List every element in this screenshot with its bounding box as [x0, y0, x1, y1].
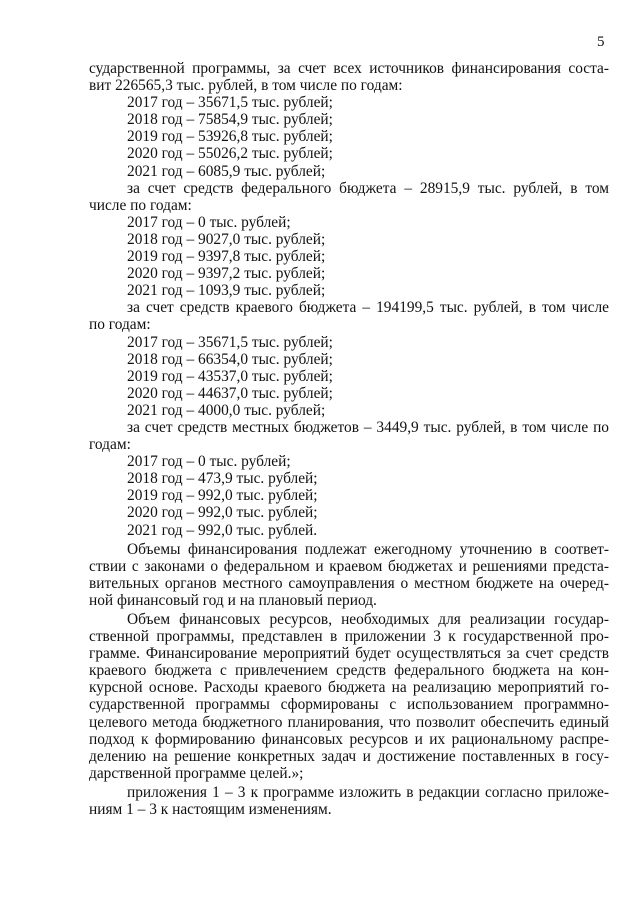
text-line: 2018 год – 9027,0 тыс. рублей; [127, 230, 326, 248]
text-line: вит 226565,3 тыс. рублей, в том числе по годам: [89, 77, 403, 95]
text-line: 2021 год – 1093,9 тыс. рублей; [127, 282, 326, 300]
text-line: 2021 год – 6085,9 тыс. рублей; [127, 162, 326, 180]
text-line: 2020 год – 9397,2 тыс. рублей; [127, 265, 326, 283]
text-line: 2018 год – 75854,9 тыс. рублей; [127, 111, 333, 129]
text-line: по годам: [89, 316, 151, 334]
text-line: целевого метода бюджетного планирования, что позволит обеспечить единый [89, 713, 609, 731]
text-line: ствии с законами о федеральном и краевом бюджетах и решениями предста- [89, 557, 609, 575]
text-line: 2017 год – 0 тыс. рублей; [127, 213, 291, 231]
text-line: Объемы финансирования подлежат ежегодному уточнению в соответ- [127, 540, 609, 558]
text-line: за счет средств местных бюджетов – 3449,9 тыс. рублей, в том числе по [127, 418, 609, 436]
text-line: за счет средств федерального бюджета – 28915,9 тыс. рублей, в том [127, 179, 609, 197]
text-line: подход к формированию финансовых ресурсов и их рациональному распре- [89, 730, 609, 748]
page-number: 5 [597, 34, 605, 50]
text-line: 2017 год – 35671,5 тыс. рублей; [127, 333, 333, 351]
text-line: ниям 1 – 3 к настоящим изменениям. [89, 801, 332, 819]
text-line: 2017 год – 0 тыс. рублей; [127, 453, 291, 471]
text-line: 2021 год – 4000,0 тыс. рублей; [127, 401, 326, 419]
text-line: числе по годам: [89, 196, 192, 214]
text-line: годам: [89, 436, 131, 454]
text-line: вительных органов местного самоуправления о местном бюджете на очеред- [89, 574, 609, 592]
text-line: 2020 год – 44637,0 тыс. рублей; [127, 384, 333, 402]
text-line: 2019 год – 992,0 тыс. рублей; [127, 487, 318, 505]
document-body [89, 60, 609, 818]
text-line: 2019 год – 9397,8 тыс. рублей; [127, 248, 326, 266]
text-line: 2018 год – 66354,0 тыс. рублей; [127, 350, 333, 368]
text-line: грамме. Финансирование мероприятий будет осуществляться за счет средств [89, 645, 609, 663]
text-line: сударственной программы сформированы с использованием программно- [89, 696, 609, 714]
text-line: дарственной программе целей.»; [89, 764, 304, 782]
text-line: 2019 год – 53926,8 тыс. рублей; [127, 128, 333, 146]
text-line: Объем финансовых ресурсов, необходимых для реализации государ- [127, 611, 609, 628]
text-line: 2020 год – 55026,2 тыс. рублей; [127, 145, 333, 163]
text-line: приложения 1 – 3 к программе изложить в редакции согласно приложе- [127, 783, 609, 801]
text-line: сударственной программы, за счет всех источников финансирования соста- [89, 60, 609, 77]
text-line: 2019 год – 43537,0 тыс. рублей; [127, 367, 333, 385]
text-line: краевого бюджета с привлечением средств федерального бюджета на кон- [89, 662, 609, 680]
text-line: ственной программы, представлен в приложении 3 к государственной про- [89, 628, 609, 646]
text-line: ной финансовый год и на плановый период. [89, 591, 377, 609]
text-line: 2020 год – 992,0 тыс. рублей; [127, 504, 318, 522]
text-line: 2018 год – 473,9 тыс. рублей; [127, 470, 318, 488]
text-line: делению на решение конкретных задач и достижение поставленных в госу- [89, 747, 609, 765]
text-line: за счет средств краевого бюджета – 194199,5 тыс. рублей, в том числе [127, 299, 609, 317]
text-line: 2021 год – 992,0 тыс. рублей. [127, 521, 318, 539]
text-line: 2017 год – 35671,5 тыс. рублей; [127, 94, 333, 112]
text-line: курсной основе. Расходы краевого бюджета на реализацию мероприятий го- [89, 679, 609, 697]
